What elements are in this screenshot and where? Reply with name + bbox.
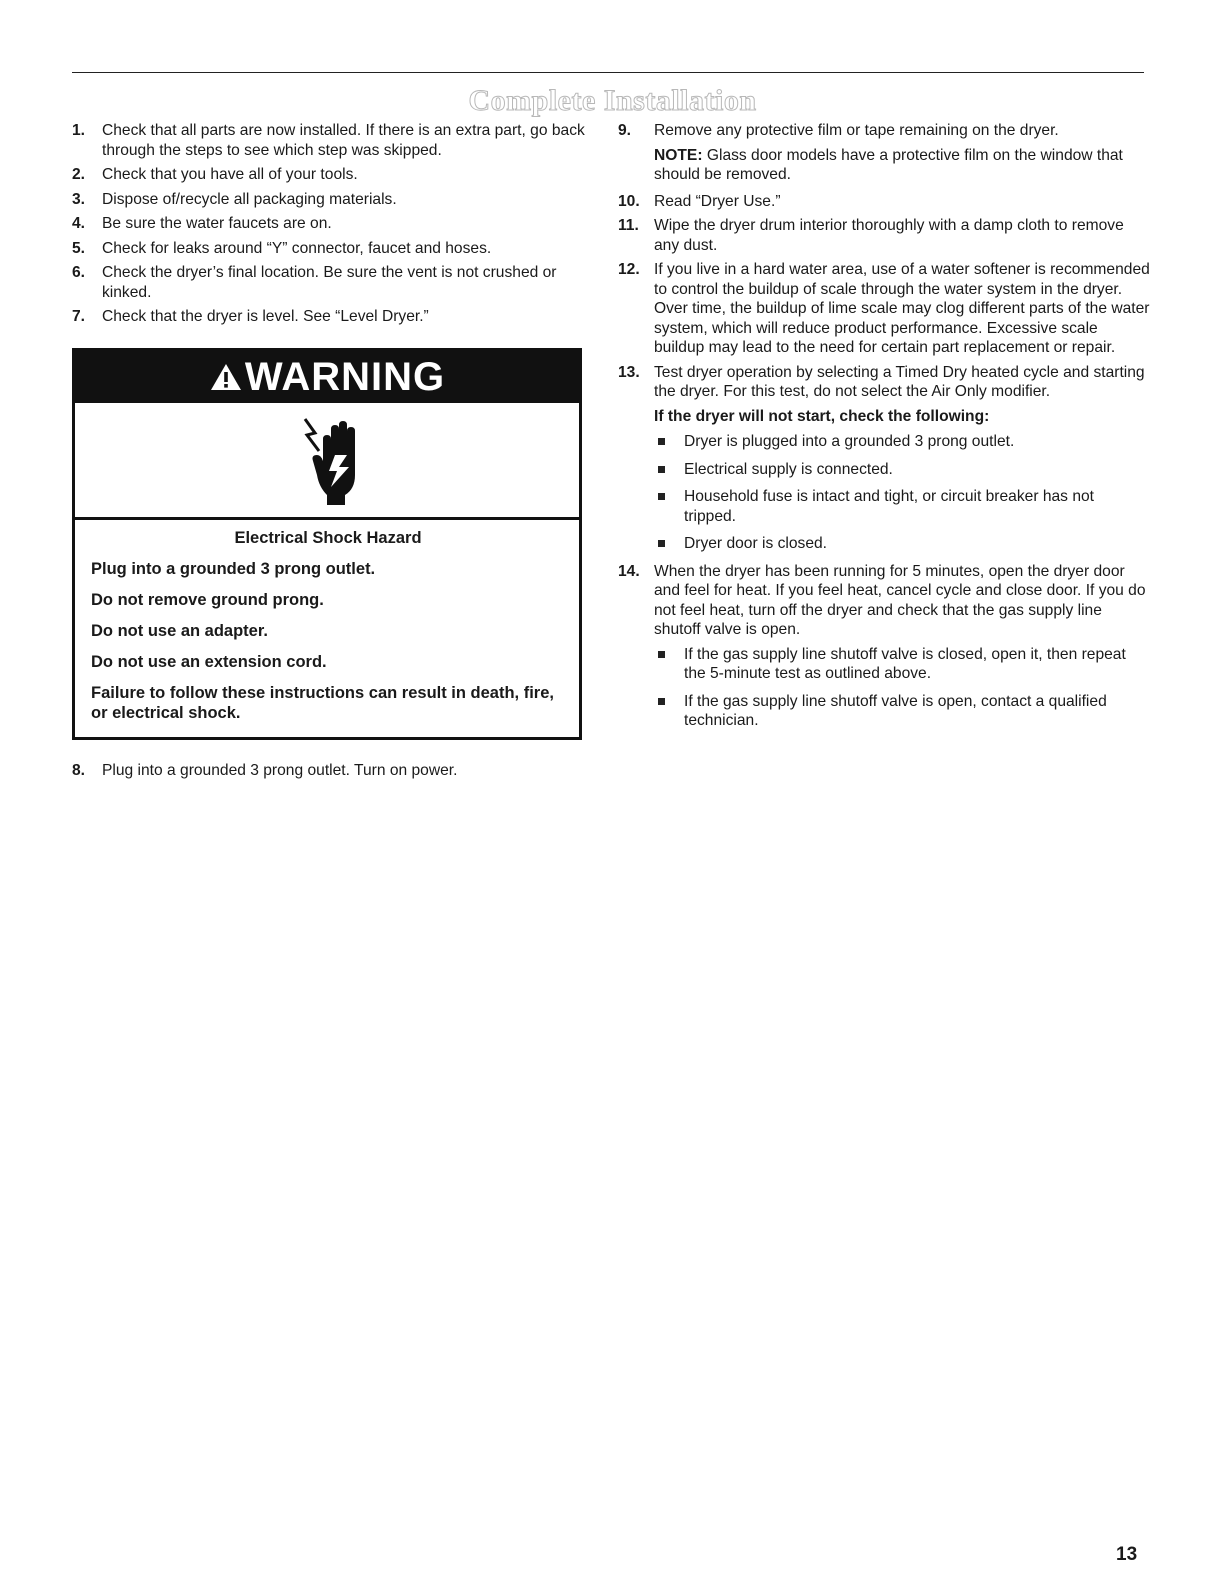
bullet-item: Household fuse is intact and tight, or circuit breaker has not tripped. bbox=[618, 487, 1150, 526]
list-item: 11. Wipe the dryer drum interior thoroughly with a damp cloth to remove any dust. bbox=[618, 217, 1124, 254]
left-column bbox=[72, 121, 597, 332]
bullet-icon bbox=[658, 438, 665, 445]
list-item: 10. Read “Dryer Use.” bbox=[618, 192, 781, 210]
bullet-item: Electrical supply is connected. bbox=[618, 460, 1150, 480]
warning-header bbox=[75, 351, 579, 403]
warning-box bbox=[72, 348, 582, 740]
icon-area bbox=[75, 403, 579, 520]
bullet-icon bbox=[658, 493, 665, 500]
bullet-item: If the gas supply line shutoff valve is closed, open it, then repeat the 5-minute test as outlined above. bbox=[618, 645, 1150, 684]
warning-line: Do not use an extension cord. bbox=[91, 653, 327, 671]
list-item: 14. When the dryer has been running for 5 minutes, open the dryer door and feel for heat. If you feel heat, cancel cycle and close door. If you do not feel heat, turn off the dryer and check that the gas supply line shutoff valve is open. bbox=[618, 562, 1146, 638]
bullet-icon bbox=[658, 540, 665, 547]
warning-line: Do not use an adapter. bbox=[91, 622, 268, 640]
page-number: 13 bbox=[1116, 1544, 1138, 1565]
list-item: 13. Test dryer operation by selecting a Timed Dry heated cycle and starting the dryer. For this test, do not select the Air Only modifier. bbox=[618, 363, 1145, 400]
warning-line: Plug into a grounded 3 prong outlet. bbox=[91, 560, 376, 578]
list-item: 3. Dispose of/recycle all packaging materials. bbox=[72, 190, 397, 208]
bullet-icon bbox=[658, 698, 665, 705]
list-item: 7. Check that the dryer is level. See “Level Dryer.” bbox=[72, 308, 429, 325]
warning-text bbox=[91, 529, 565, 734]
list-item: 5. Check for leaks around “Y” connector, faucet and hoses. bbox=[72, 239, 492, 257]
right-column bbox=[618, 121, 1150, 739]
bullet-icon bbox=[658, 466, 665, 473]
bullet-icon bbox=[658, 651, 665, 658]
bullet-item: Dryer door is closed. bbox=[618, 534, 1150, 554]
warning-triangle-icon bbox=[209, 353, 243, 405]
note: NOTE: Glass door models have a protective film on the window that should be removed. bbox=[654, 146, 1123, 183]
header-rule bbox=[72, 72, 1144, 73]
list-item: 6. Check the dryer’s final location. Be sure the vent is not crushed or kinked. bbox=[72, 264, 557, 301]
list-item: 9. Remove any protective film or tape remaining on the dryer. bbox=[618, 122, 1059, 139]
list-item: 12. If you live in a hard water area, use of a water softener is recommended to control the buildup of scale through the water system in the dryer. Over time, the buildup of lime scale may clog different parts of the water system, which will reduce product performance. Excessive scale buildup may lead to the need for certain part replacement or repair. bbox=[618, 261, 1150, 356]
warning-line: Failure to follow these instructions can result in death, fire, or electrical shock. bbox=[91, 684, 554, 722]
electrical-shock-hand-icon bbox=[301, 415, 367, 507]
bullet-item: If the gas supply line shutoff valve is open, contact a qualified technician. bbox=[618, 692, 1150, 731]
list-item: 1. Check that all parts are now installed. If there is an extra part, go back through the steps to see which step was skipped. bbox=[72, 122, 585, 159]
list-item: 8. Plug into a grounded 3 prong outlet. Turn on power. bbox=[72, 762, 458, 779]
bullet-item: Dryer is plugged into a grounded 3 prong outlet. bbox=[618, 432, 1150, 452]
page-title: Complete Installation bbox=[468, 84, 757, 117]
warning-line: Do not remove ground prong. bbox=[91, 591, 324, 609]
warning-heading: WARNING bbox=[244, 355, 446, 399]
hazard-title: Electrical Shock Hazard bbox=[234, 529, 422, 547]
list-item: 2. Check that you have all of your tools. bbox=[72, 166, 358, 183]
list-item: 4. Be sure the water faucets are on. bbox=[72, 215, 332, 232]
subheading: If the dryer will not start, check the following: bbox=[654, 407, 990, 425]
